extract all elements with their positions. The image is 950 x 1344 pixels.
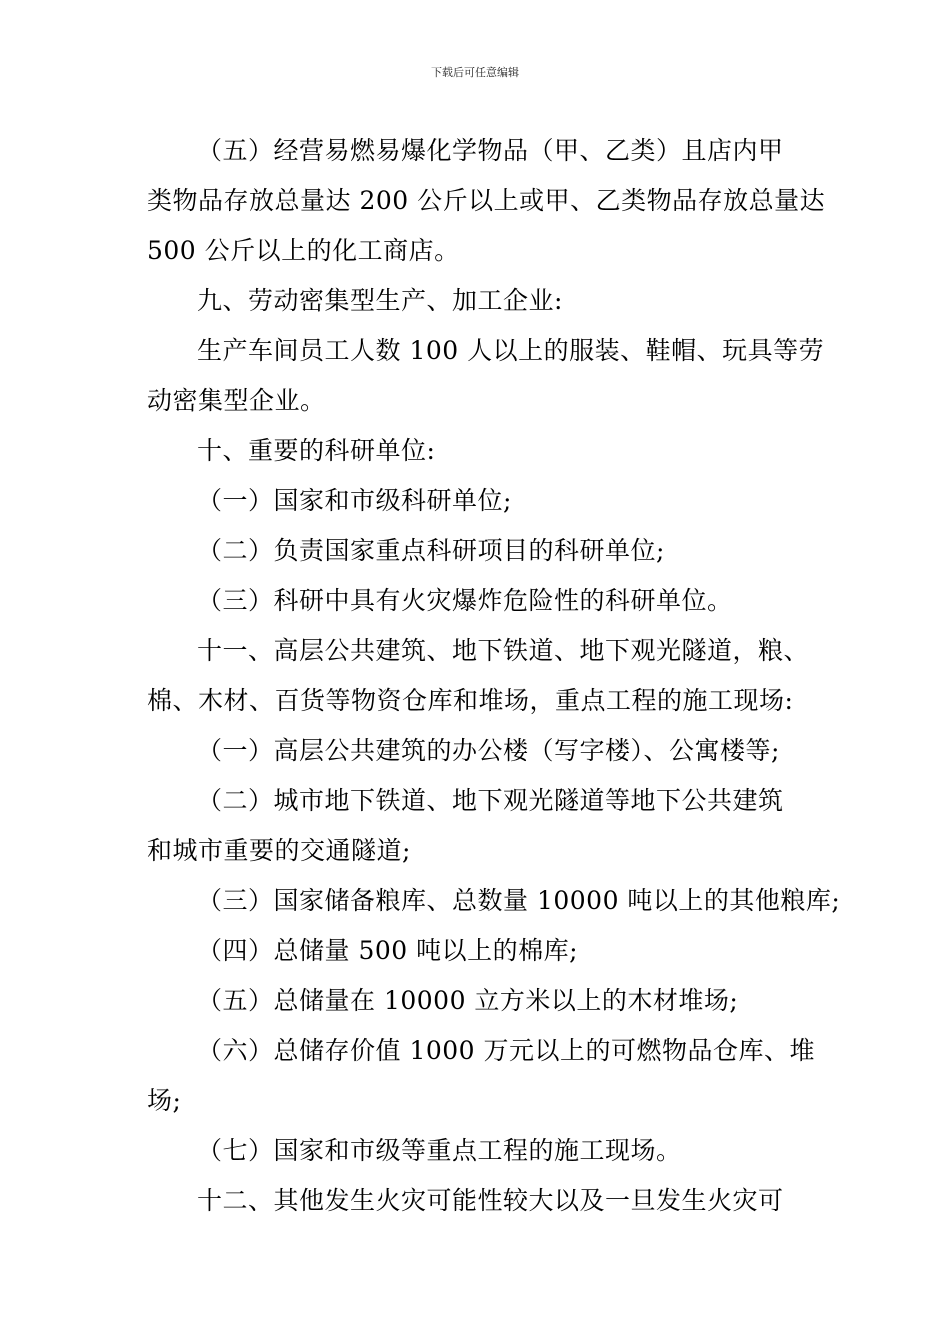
list-item: （一）国家和市级科研单位; (197, 486, 512, 515)
list-item: （三）科研中具有火灾爆炸危险性的科研单位。 (197, 586, 733, 615)
section-heading: 十、重要的科研单位: (197, 436, 436, 465)
list-item: （五）总储量在 10000 立方米以上的木材堆场; (197, 986, 739, 1015)
list-item: （二）负责国家重点科研项目的科研单位; (197, 536, 665, 565)
list-item: （六）总储存价值 1000 万元以上的可燃物品仓库、堆 (197, 1036, 816, 1065)
paragraph-line: 生产车间员工人数 100 人以上的服装、鞋帽、玩具等劳 (197, 336, 825, 365)
list-item: （七）国家和市级等重点工程的施工现场。 (197, 1136, 682, 1165)
list-item-continued: 和城市重要的交通隧道; (147, 836, 411, 865)
paragraph-line: （五）经营易燃易爆化学物品（甲、乙类）且店内甲 (197, 136, 784, 165)
list-item: （一）高层公共建筑的办公楼（写字楼）、公寓楼等; (197, 736, 780, 765)
paragraph-line: 类物品存放总量达 200 公斤以上或甲、乙类物品存放总量达 (147, 186, 826, 215)
list-item: （四）总储量 500 吨以上的棉库; (197, 936, 579, 965)
section-heading-continued: 棉、木材、百货等物资仓库和堆场，重点工程的施工现场: (147, 686, 794, 715)
paragraph-line: 500 公斤以上的化工商店。 (147, 236, 460, 265)
page-header: 下载后可任意编辑 (431, 66, 519, 79)
section-heading: 九、劳动密集型生产、加工企业: (197, 286, 563, 315)
document-body (147, 126, 841, 1226)
list-item-continued: 场; (147, 1086, 182, 1115)
list-item: （三）国家储备粮库、总数量 10000 吨以上的其他粮库; (197, 886, 841, 915)
section-heading: 十二、其他发生火灾可能性较大以及一旦发生火灾可 (197, 1186, 784, 1215)
paragraph-line: 动密集型企业。 (147, 386, 326, 415)
list-item: （二）城市地下铁道、地下观光隧道等地下公共建筑 (197, 786, 784, 815)
section-heading: 十一、高层公共建筑、地下铁道、地下观光隧道，粮、 (197, 636, 810, 665)
